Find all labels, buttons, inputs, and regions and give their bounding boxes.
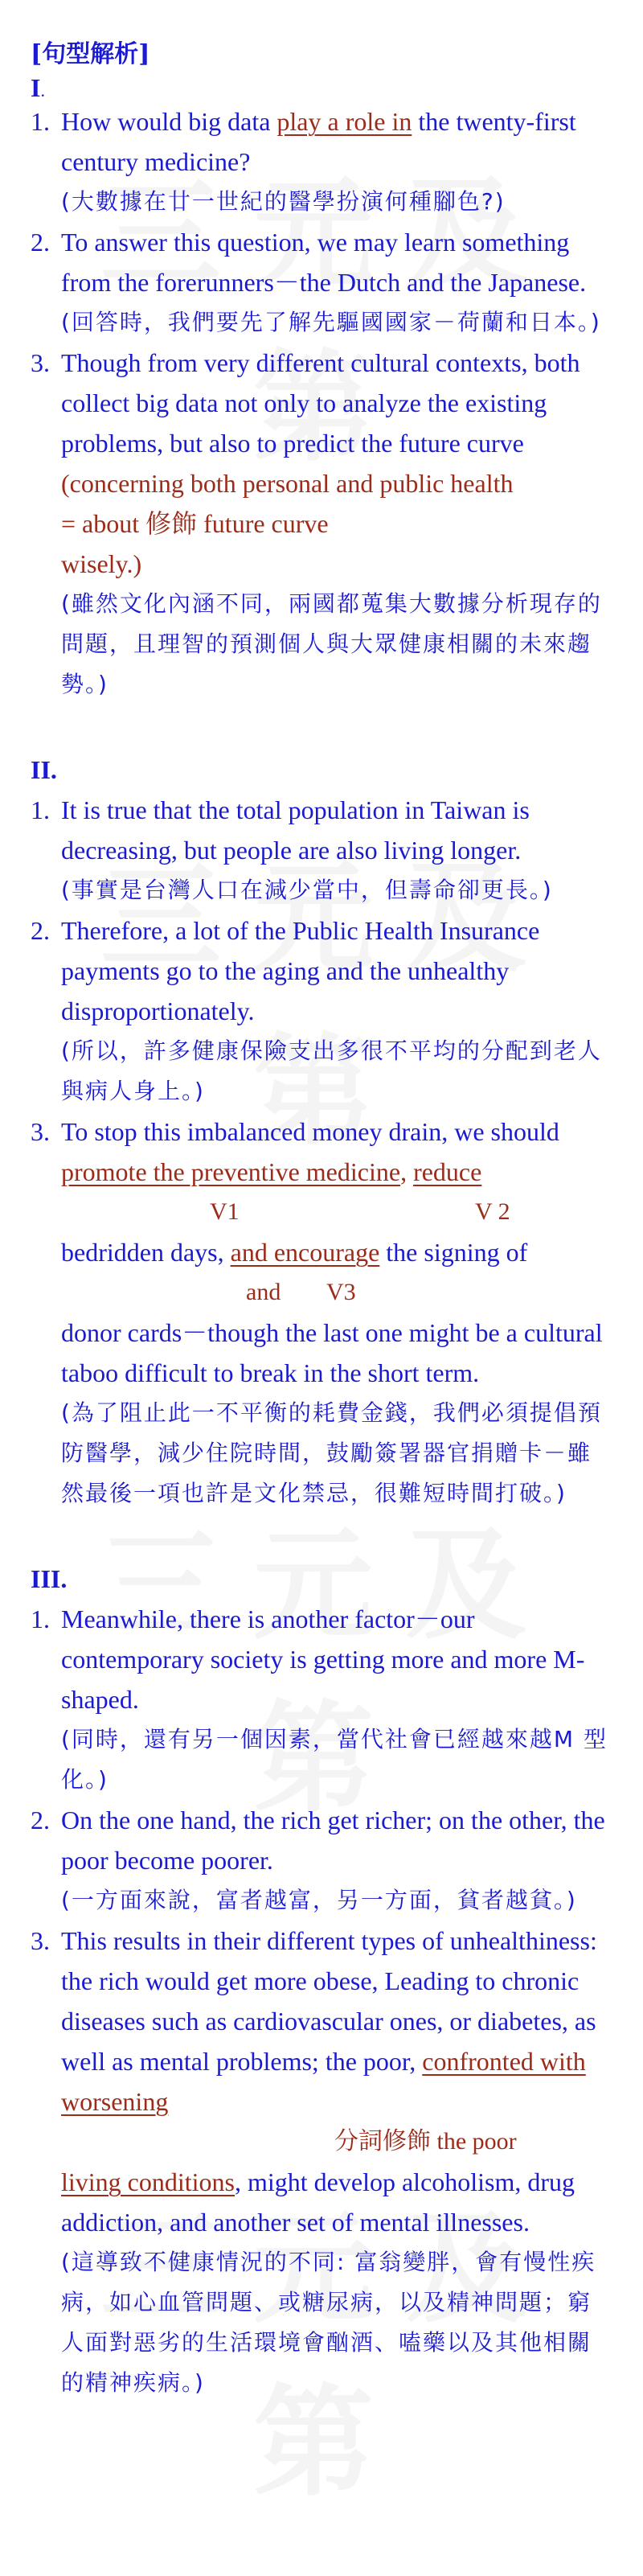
item-number: 3. — [31, 1926, 50, 1955]
english-sentence: Therefore, a lot of the Public Health Insurance payments go to the aging and the unhealthy disproportionately. — [61, 916, 540, 1025]
english-sentence: This results in their different types of unhealthiness: the rich would get more obese, Leading to chronic diseases such as cardiovascular ones, or diabetes, as well as mental problems; the poor, confronted with worsening — [61, 1926, 597, 2116]
item-number: 3. — [31, 1117, 50, 1146]
section-spacer — [31, 705, 609, 750]
section-heading-i: I. — [31, 73, 45, 102]
english-sentence: To stop this imbalanced money drain, we should promote the preventive medicine, reduce — [61, 1117, 559, 1186]
sentence-item — [31, 222, 609, 343]
phrase-highlight: play a role in — [276, 107, 412, 136]
sentence-item — [31, 1921, 609, 2403]
sentence-item — [31, 1111, 609, 1514]
item-number: 2. — [31, 228, 50, 257]
chinese-translation: (回答時，我們要先了解先驅國國家－荷蘭和日本。) — [61, 309, 601, 335]
item-number: 1. — [31, 795, 50, 824]
english-sentence: donor cards－though the last one might be a cultural taboo difficult to break in the short term. — [61, 1318, 603, 1387]
verb-label-v3: V3 — [326, 1279, 356, 1305]
chinese-translation: (雖然文化內涵不同，兩國都蒐集大數據分析現存的問題，且理智的預測個人與大眾健康相關的未來趨勢。) — [61, 590, 602, 697]
english-sentence: On the one hand, the rich get richer; on the other, the poor become poorer. — [61, 1806, 605, 1875]
chinese-translation: (事實是台灣人口在減少當中，但壽命卻更長。) — [61, 877, 553, 903]
conjunction-label: and — [246, 1279, 281, 1305]
phrase-highlight: living conditions — [61, 2167, 235, 2196]
participle-note: 分詞修飾 the poor — [334, 2128, 517, 2155]
chinese-translation: (一方面來說，富者越富，另一方面，貧者越貧。) — [61, 1887, 577, 1913]
sentence-item — [31, 101, 609, 222]
english-sentence: How would big data play a role in the twenty-first century medicine? — [61, 107, 576, 176]
verb-label-v1: V1 — [210, 1198, 240, 1225]
sentence-item — [31, 790, 609, 910]
phrase-highlight: reduce — [413, 1157, 482, 1186]
item-number: 1. — [31, 1604, 50, 1633]
chinese-translation: (所以，許多健康保險支出多很不平均的分配到老人與病人身上。) — [61, 1037, 602, 1104]
section-heading-ii: II. — [31, 755, 57, 784]
sentence-item — [31, 910, 609, 1111]
sentence-item — [31, 343, 609, 705]
grammar-labels — [61, 1192, 609, 1232]
verb-label-v2: V 2 — [475, 1198, 510, 1225]
grammar-labels — [61, 2122, 609, 2162]
grammar-note: (concerning both personal and public health — [61, 469, 514, 498]
item-number: 2. — [31, 1806, 50, 1834]
section-heading-iii: III. — [31, 1564, 68, 1593]
english-sentence: To answer this question, we may learn something from the forerunners－the Dutch and the Japanese. — [61, 228, 587, 297]
phrase-highlight: promote the preventive medicine — [61, 1157, 401, 1186]
english-sentence: It is true that the total population in Taiwan is decreasing, but people are also living longer. — [61, 795, 530, 865]
english-sentence: Meanwhile, there is another factor－our contemporary society is getting more and more M-shaped. — [61, 1604, 585, 1714]
english-sentence: Though from very different cultural contexts, both collect big data not only to analyze the existing problems, but also to predict the future curve — [61, 348, 580, 458]
phrase-highlight: confronted with worsening — [61, 2047, 586, 2116]
page-title: [句型解析] — [31, 40, 150, 68]
section-spacer — [31, 1514, 609, 1559]
chinese-translation: (同時，還有另一個因素，當代社會已經越來越M 型化。) — [61, 1726, 608, 1793]
grammar-note: wisely.) — [61, 549, 142, 578]
chinese-translation: (為了阻止此一不平衡的耗費金錢，我們必須提倡預防醫學，減少住院時間，鼓勵簽署器官捐贈卡－雖然最後一項也許是文化禁忌，很難短時間打破。) — [61, 1399, 602, 1506]
sentence-item — [31, 1599, 609, 1800]
grammar-note: = about 修飾 future curve — [61, 509, 329, 538]
sentence-item — [31, 1800, 609, 1921]
item-number: 2. — [31, 916, 50, 945]
chinese-translation: (大數據在廿一世紀的醫學扮演何種腳色?) — [61, 188, 506, 215]
chinese-translation: (這導致不健康情況的不同: 富翁變胖，會有慢性疾病，如心血管問題、或糖尿病，以及精神問題；窮人面對惡劣的生活環境會酗酒、嗑藥以及其他相關的精神疾病。) — [61, 2249, 596, 2396]
english-sentence: living conditions, might develop alcoholism, drug addiction, and another set of mental illnesses. — [61, 2167, 575, 2237]
grammar-labels — [61, 1272, 609, 1313]
document-body — [31, 35, 609, 2403]
phrase-highlight: and encourage — [230, 1238, 380, 1267]
item-number: 1. — [31, 107, 50, 136]
english-sentence: bedridden days, and encourage the signing of — [61, 1238, 528, 1267]
item-number: 3. — [31, 348, 50, 377]
